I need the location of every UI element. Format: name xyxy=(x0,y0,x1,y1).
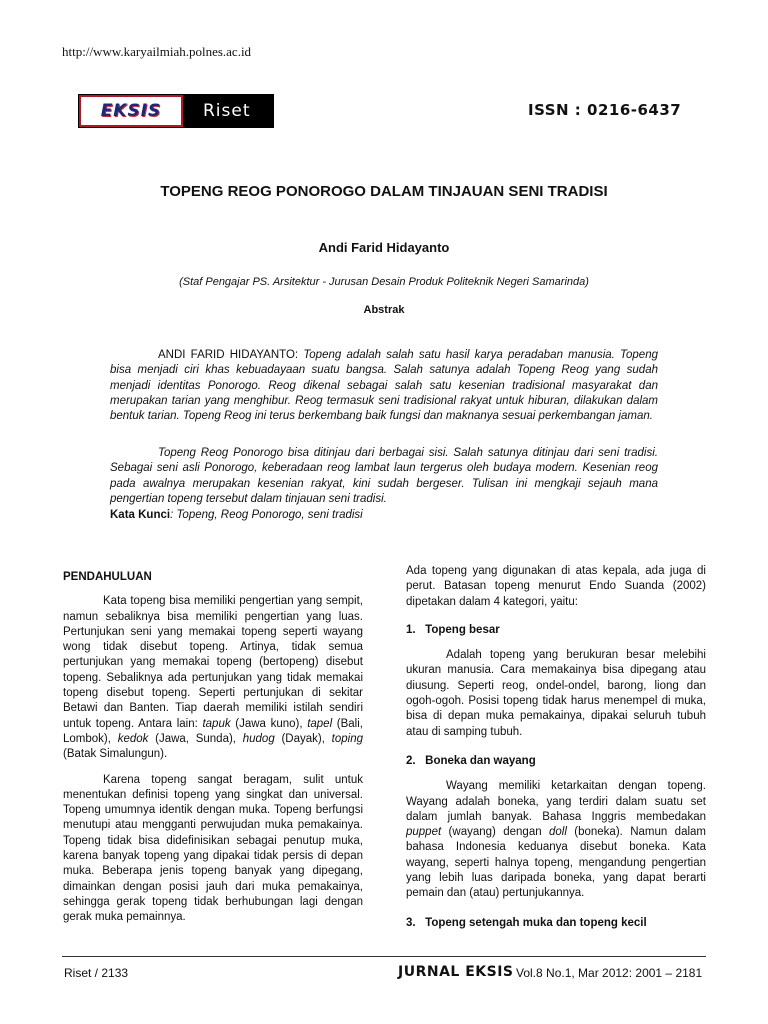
section-heading-3: 3. Topeng setengah muka dan topeng kecil xyxy=(406,916,647,929)
abstract-paragraph-2 xyxy=(110,446,658,507)
section-1-text: Adalah topeng yang berukuran besar melebihi ukuran manusia. Cara memakainya bisa dipegang atau diusung. Seperti reog, ondel-ondel, barong, liong dan ogoh-ogoh. Posisi topeng tidak harus menempel di muka, bisa di depan muka pemakainya, dipakai seluruh tubuh atau di samping tubuh. xyxy=(406,649,706,738)
right-column xyxy=(406,564,706,931)
footer-volume: Vol.8 No.1, Mar 2012: 2001 – 2181 xyxy=(516,966,703,980)
section-heading-2: 2. Boneka dan wayang xyxy=(406,754,536,767)
abstract-paragraph-1 xyxy=(110,348,658,424)
section-heading-1: 1. Topeng besar xyxy=(406,623,500,636)
abstract-heading: Abstrak xyxy=(363,304,405,316)
eksis-logo: EKSIS xyxy=(79,95,183,127)
abstract-author: ANDI FARID HIDAYANTO: xyxy=(158,349,304,361)
right-intro: Ada topeng yang digunakan di atas kepala, ada juga di perut. Batasan topeng menurut Endo Suanda (2002) dipetakan dalam 4 kategori, yaitu: xyxy=(406,565,706,608)
footer-page-number: Riset / 2133 xyxy=(64,966,129,980)
footer-journal-name: JURNAL EKSIS xyxy=(398,964,514,980)
keywords-text: : Topeng, Reog Ponorogo, seni tradisi xyxy=(170,509,363,521)
keywords xyxy=(110,509,363,521)
intro-paragraph-1: Kata topeng bisa memiliki pengertian yang sempit, namun sebaliknya bisa memiliki pengertian yang luas. Pertunjukan seni yang memakai topeng seperti wayang wong tidak disebut topeng. Artinya, tidak semua pertunjukan yang memakai topeng (bertopeng) disebut topeng. Sebaliknya ada pertunjukan yang tidak memakai topeng disebut topeng. Seperti pertunjukan di sekitar Betawi dan Banten. Tiap daerah memiliki istilah sendiri untuk topeng. Antara lain: tapuk (Jawa kuno), tapel (Bali, Lombok), kedok (Jawa, Sunda), hudog (Dayak), toping (Batak Simalungun). xyxy=(63,595,364,761)
intro-paragraph-2: Karena topeng sangat beragam, sulit untuk menentukan definisi topeng yang singkat dan universal. Topeng umumnya identik dengan muka. Topeng berfungsi menutupi atau mengganti perwujudan muka pemakainya. Topeng tidak bisa didefinisikan sebagai penutup muka, karena banyak topeng yang dipakai tidak persis di depan muka. Beberapa jenis topeng banyak yang dipegang, dimainkan dengan posisi jauh dari muka pemakainya, sehingga gerak topeng tidak berhubungan lagi dengan gerak muka pemainnya. xyxy=(63,773,363,924)
keywords-label: Kata Kunci xyxy=(110,509,171,521)
section-heading-pendahuluan: PENDAHULUAN xyxy=(63,571,152,583)
author-affiliation: (Staf Pengajar PS. Arsitektur - Jurusan Desain Produk Politeknik Negeri Samarinda) xyxy=(179,276,589,288)
footer-divider xyxy=(62,956,706,957)
article-title: TOPENG REOG PONOROGO DALAM TINJAUAN SENI TRADISI xyxy=(160,183,608,200)
left-column xyxy=(63,570,363,926)
source-url[interactable]: http://www.karyailmiah.polnes.ac.id xyxy=(62,44,252,59)
riset-label: Riset xyxy=(183,95,273,127)
author-name: Andi Farid Hidayanto xyxy=(318,240,450,255)
issn: ISSN : 0216-6437 xyxy=(528,101,682,119)
abstract-text-1: Topeng adalah salah satu hasil karya peradaban manusia. Topeng bisa menjadi ciri khas kebuadayaan suatu bangsa. Salah satunya adalah Topeng Reog yang sudah menjadi identitas Ponorogo. Reog dikenal sebagai salah satu kesenian tradisional masyarakat dan merupakan tarian yang menghibur. Reog termasuk seni tradisional rakyat untuk hiburan, dilakukan dalam bentuk tarian. Topeng Reog ini terus berkembang baik fungsi dan maknanya sesuai perkembangan jaman. xyxy=(110,349,658,423)
abstract-text-2: Topeng Reog Ponorogo bisa ditinjau dari berbagai sisi. Salah satunya ditinjau dari seni tradisi. Sebagai seni asli Ponorogo, keberadaan reog lambat laun tergerus oleh budaya modern. Kesenian reog pada awalnya merupakan kesenian rakyat, kini sudah bergeser. Tulisan ini mengkaji sejauh mana pengertian topeng tersebut dalam tinjauan seni tradisi. xyxy=(110,447,658,505)
section-2-text: Wayang memiliki ketarkaitan dengan topeng. Wayang adalah boneka, yang terdiri dalam suatu set dalam jumlah banyak. Bahasa Inggris membedakan puppet (wayang) dengan doll (boneka). Namun dalam bahasa Indonesia keduanya disebut boneka. Kata wayang, seperti halnya topeng, mengandung pengertian yang lebih luas daripada boneka, yang dapat berarti pemain dan (atau) pertunjukannya. xyxy=(406,780,706,900)
journal-logo xyxy=(78,94,274,128)
